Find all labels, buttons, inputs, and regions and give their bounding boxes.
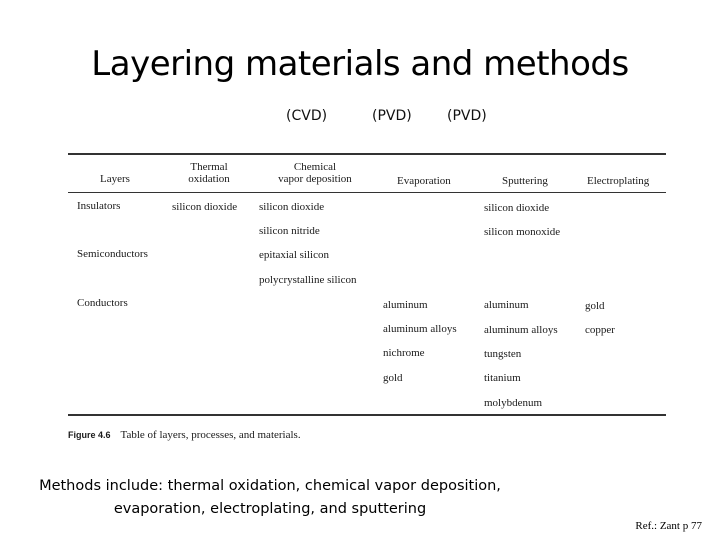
header-layers: Layers [100,173,130,185]
cell: aluminum alloys [484,324,558,336]
table-top-rule [68,153,666,155]
cell: aluminum [484,299,529,311]
methods-line-2: evaporation, electroplating, and sputtering [113,501,427,517]
cell: polycrystalline silicon [259,274,357,286]
cell: molybdenum [484,397,543,409]
row-label-semiconductors: Semiconductors [77,248,148,260]
cell: silicon dioxide [484,202,550,214]
methods-line-1: Methods include: thermal oxidation, chemical vapor deposition, [39,478,501,494]
figure-caption-text: Table of layers, processes, and materials. [120,429,301,441]
cell: aluminum [383,299,428,311]
row-label-conductors: Conductors [77,297,128,309]
cell: silicon dioxide [172,201,238,213]
cell: gold [383,372,403,384]
header-evaporation: Evaporation [397,175,451,187]
header-sputtering: Sputtering [502,175,548,187]
cell: aluminum alloys [383,323,457,335]
cell: nichrome [383,347,425,359]
cell: epitaxial silicon [259,249,329,261]
pvd-tag-sputtering: (PVD) [447,108,487,124]
slide-title: Layering materials and methods [91,44,629,84]
header-chemical-line1: Chemical [293,161,337,173]
header-thermal-line1: Thermal [190,161,228,173]
figure-caption [68,429,301,441]
cell: tungsten [484,348,522,360]
header-chemical-line2: vapor deposition [278,173,352,185]
table-bottom-rule [68,414,666,416]
header-chemical-vapor-deposition [270,161,360,185]
header-electroplating: Electroplating [587,175,650,187]
reference-note: Ref.: Zant p 77 [635,520,702,532]
cvd-tag: (CVD) [286,108,328,124]
cell: titanium [484,372,521,384]
cell: gold [585,300,605,312]
figure-number: Figure 4.6 [68,430,111,440]
methods-text [0,475,540,521]
cell: silicon dioxide [259,201,325,213]
pvd-tag-evaporation: (PVD) [372,108,412,124]
table-header-rule [68,192,666,193]
cell: copper [585,324,615,336]
cell: silicon monoxide [484,226,561,238]
header-thermal-line2: oxidation [188,173,230,185]
cell: silicon nitride [259,225,320,237]
header-thermal-oxidation [182,161,236,185]
row-label-insulators: Insulators [77,200,121,212]
